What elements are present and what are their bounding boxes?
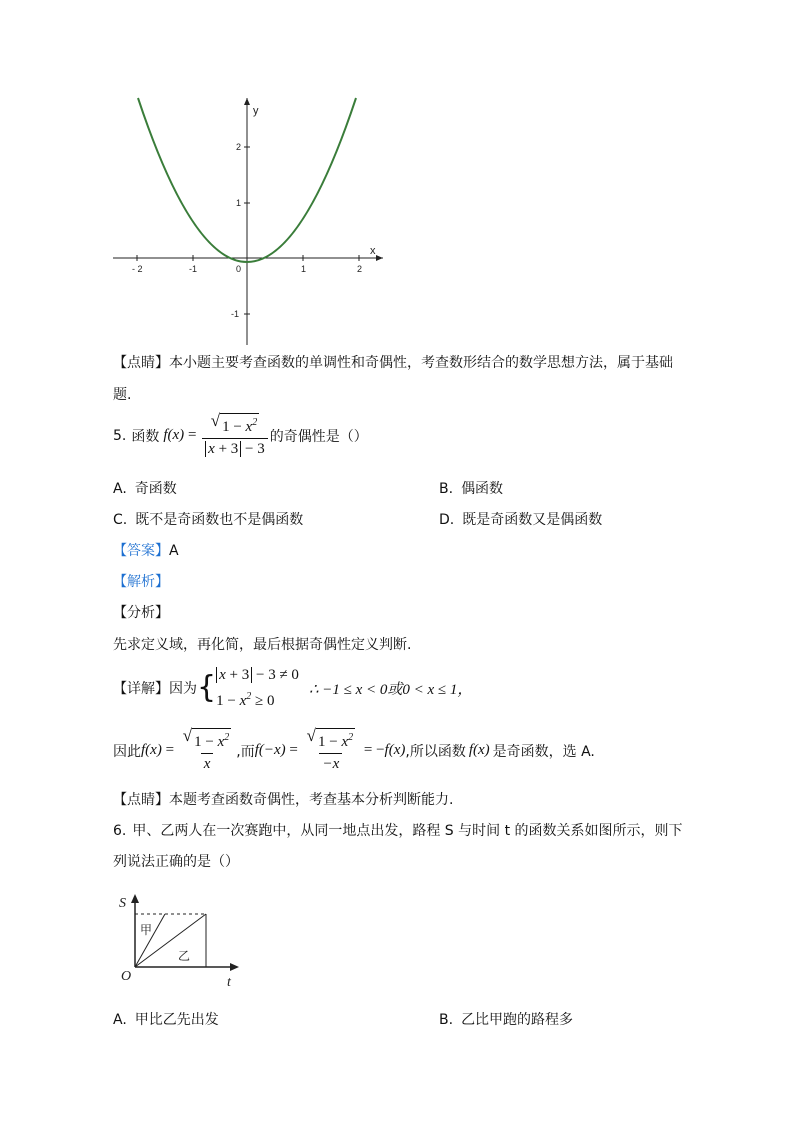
q5-remark <box>113 789 453 809</box>
option-label: A. <box>113 1012 127 1028</box>
q5-option-a[interactable] <box>113 478 177 498</box>
q5-fenxi-tag: 【分析】 <box>113 605 169 621</box>
x-tick-label: 1 <box>301 264 307 274</box>
conclusion-formula-1: f(x) = √ $1 - x^2$ x <box>141 726 230 772</box>
jia-label: 甲 <box>140 923 153 937</box>
q4-remark-line1 <box>113 352 673 372</box>
q6-number: 6. <box>113 823 127 839</box>
o-label: O <box>121 969 132 984</box>
x-axis-label: x <box>370 245 376 257</box>
option-text: 既不是奇函数也不是偶函数 <box>135 512 304 528</box>
y-axis-label: y <box>253 105 259 117</box>
s-label: S <box>119 896 126 911</box>
y-tick-label: -1 <box>231 309 240 319</box>
q5-suffix: 的奇偶性是（） <box>269 428 368 445</box>
q5-prefix: 函数 <box>131 428 160 445</box>
answer-value: A <box>169 543 179 559</box>
q5-detail: 【详解】 因为 { x + 3 − 3 ≠ 0 $1 - x^2 \ge 0$ ∴ −1 ≤ x < 0或0 < x ≤ 1， <box>113 664 472 712</box>
option-label: B. <box>439 481 454 497</box>
q5-remark-text: 本题考查函数奇偶性，考查基本分析判断能力. <box>169 792 454 808</box>
q6-option-a[interactable] <box>113 1009 219 1029</box>
q5-analysis-tag: 【解析】 <box>113 574 169 590</box>
option-label: C. <box>113 512 128 528</box>
conclusion-mid: ,而 <box>236 743 255 760</box>
q5-number: 5. <box>113 427 127 444</box>
q4-remark-text: 本小题主要考查函数的单调性和奇偶性，考查数形结合的数学思想方法，属于基础 <box>169 355 673 371</box>
q5-fenxi-text: 先求定义域，再化简，最后根据奇偶性定义判断. <box>113 637 412 653</box>
x-axis-arrow <box>376 255 383 261</box>
yi-label: 乙 <box>178 949 191 963</box>
race-figure <box>115 890 250 990</box>
q5-answer <box>113 540 179 560</box>
q6-stem-line1 <box>113 820 683 840</box>
parabola-graph <box>105 90 395 350</box>
detail-prefix: 因为 <box>169 681 197 697</box>
y-axis-arrow <box>244 98 250 105</box>
q4-remark-line2: 题. <box>113 387 132 403</box>
y-tick-label: 2 <box>236 142 242 152</box>
option-label: B. <box>439 1012 454 1028</box>
q5-option-d[interactable] <box>439 509 602 529</box>
detail-result: ∴ −1 ≤ x < 0或0 < x ≤ 1， <box>308 681 473 698</box>
conclusion-prefix: 因此 <box>113 743 141 760</box>
conclusion-suffix-1: ,所以函数 <box>405 743 466 760</box>
option-text: 甲比乙先出发 <box>134 1012 219 1028</box>
x-tick-label: - 2 <box>132 264 143 274</box>
x-tick-label: 0 <box>236 264 242 274</box>
x-tick-label: -1 <box>189 264 198 274</box>
conclusion-formula-2: f(−x) = √ $1 - x^2$ −x = −f(x) <box>254 726 406 772</box>
jia-line <box>135 914 165 967</box>
yi-line <box>135 914 206 967</box>
detail-tag: 【详解】 <box>113 681 169 697</box>
answer-tag: 【答案】 <box>113 543 169 559</box>
option-label: D. <box>439 512 455 528</box>
q5-option-c[interactable] <box>113 509 303 529</box>
option-text: 乙比甲跑的路程多 <box>461 1012 574 1028</box>
q5-option-b[interactable] <box>439 478 503 498</box>
conclusion-suffix-2: 是奇函数，选 A. <box>492 743 595 760</box>
q5-conclusion: 因此 f(x) = √ $1 - x^2$ x ,而 f(−x) = √ $1 - x^2$ −x = −f(x) ,所以函数 f(x) 是奇函数，选 A. <box>113 726 595 772</box>
x-tick-label: 2 <box>357 264 363 274</box>
q5-stem <box>113 413 368 458</box>
t-label: t <box>227 975 231 990</box>
q4-remark-tag: 【点睛】 <box>113 355 169 371</box>
detail-system: x + 3 − 3 ≠ 0 $1 - x^2 \ge 0$ <box>216 667 299 709</box>
y-tick-label: 1 <box>236 198 242 208</box>
q6-stem-line2: 列说法正确的是（） <box>113 854 239 870</box>
option-text: 既是奇函数又是偶函数 <box>462 512 603 528</box>
option-text: 奇函数 <box>134 481 177 497</box>
q6-line1: 甲、乙两人在一次赛跑中，从同一地点出发，路程 S 与时间 t 的函数关系如图所示，则下 <box>132 823 683 839</box>
q5-remark-tag: 【点睛】 <box>113 792 169 808</box>
option-text: 偶函数 <box>461 481 504 497</box>
q5-formula: f(x) = √ $1 - x^2$ x + 3 − 3 <box>163 413 269 458</box>
q6-option-b[interactable] <box>439 1009 573 1029</box>
option-label: A. <box>113 481 127 497</box>
